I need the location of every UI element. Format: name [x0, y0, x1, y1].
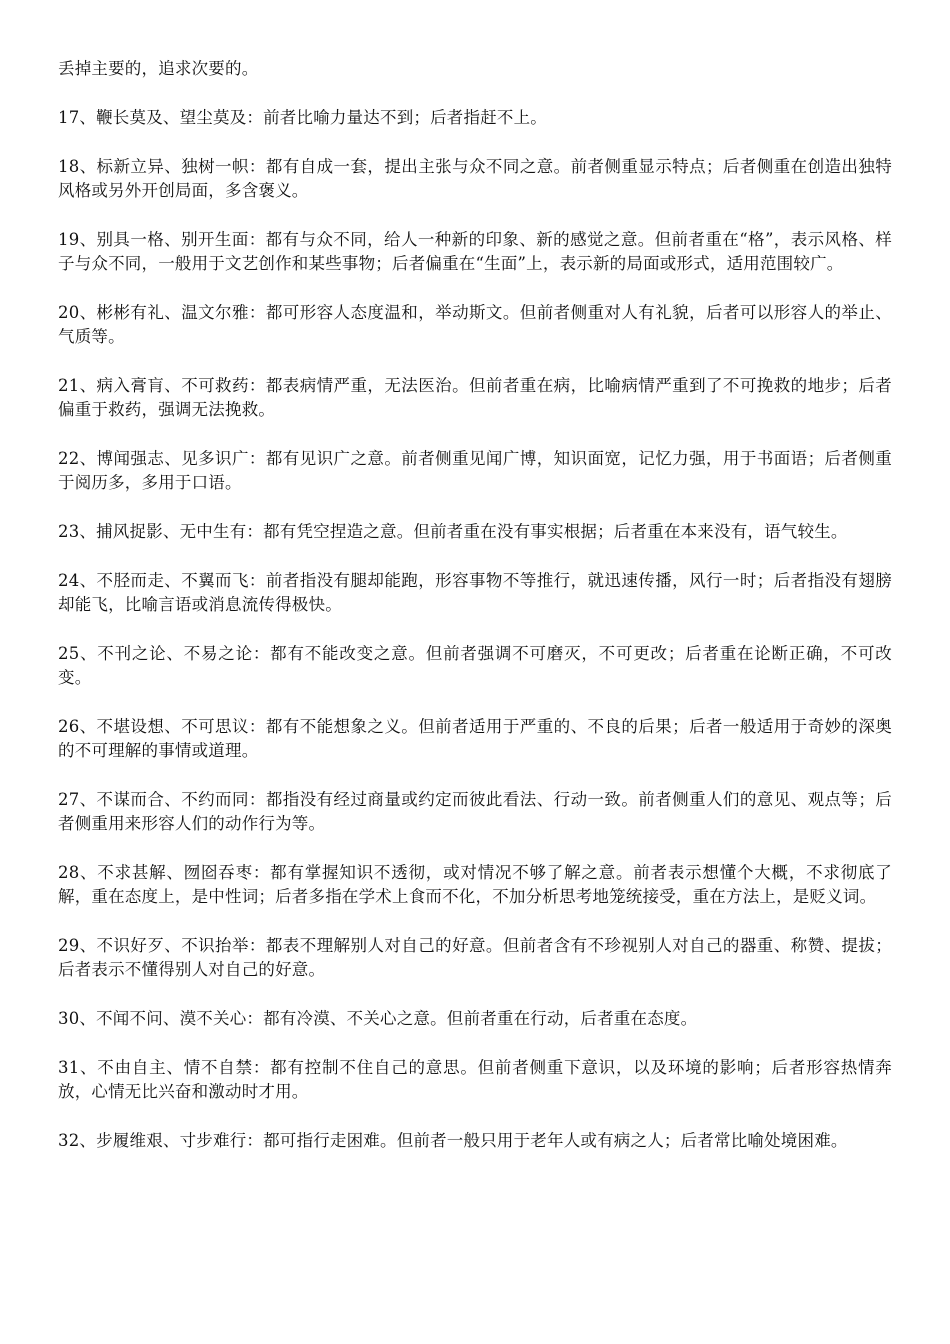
idiom-entry-23: 23、捕风捉影、无中生有：都有凭空捏造之意。但前者重在没有事实根据；后者重在本来没有，语气较生。 [58, 522, 848, 541]
idiom-entry-18: 18、标新立异、独树一帜：都有自成一套，提出主张与众不同之意。前者侧重显示特点；后者侧重在创造出独特风格或另外开创局面，多含褒义。 [58, 157, 892, 200]
idiom-entry-26: 26、不堪设想、不可思议：都有不能想象之义。但前者适用于严重的、不良的后果；后者一般适用于奇妙的深奥的不可理解的事情或道理。 [58, 717, 892, 760]
idiom-entry-24: 24、不胫而走、不翼而飞：前者指没有腿却能跑，形容事物不等推行，就迅速传播，风行一时；后者指没有翅膀却能飞，比喻言语或消息流传得极快。 [58, 571, 892, 614]
idiom-entry-21: 21、病入膏肓、不可救药：都表病情严重，无法医治。但前者重在病，比喻病情严重到了不可挽救的地步；后者偏重于救药，强调无法挽救。 [58, 376, 892, 419]
idiom-entry-27: 27、不谋而合、不约而同：都指没有经过商量或约定而彼此看法、行动一致。前者侧重人们的意见、观点等；后者侧重用来形容人们的动作行为等。 [58, 790, 892, 833]
idiom-entry-30: 30、不闻不问、漠不关心：都有冷漠、不关心之意。但前者重在行动，后者重在态度。 [58, 1009, 698, 1028]
idiom-entry-22: 22、博闻强志、见多识广：都有见识广之意。前者侧重见闻广博，知识面宽，记忆力强，用于书面语；后者侧重于阅历多，多用于口语。 [58, 449, 892, 492]
idiom-entry-29: 29、不识好歹、不识抬举：都表不理解别人对自己的好意。但前者含有不珍视别人对自己的器重、称赞、提拔；后者表示不懂得别人对自己的好意。 [58, 936, 892, 979]
idiom-entry-28: 28、不求甚解、囫囵吞枣：都有掌握知识不透彻，或对情况不够了解之意。前者表示想懂个大概，不求彻底了解，重在态度上，是中性词；后者多指在学术上食而不化，不加分析思考地笼统接受，重在方法上，是贬义词。 [58, 863, 892, 906]
idiom-entry-17: 17、鞭长莫及、望尘莫及：前者比喻力量达不到；后者指赶不上。 [58, 108, 547, 127]
idiom-entry-20: 20、彬彬有礼、温文尔雅：都可形容人态度温和，举动斯文。但前者侧重对人有礼貌，后者可以形容人的举止、气质等。 [58, 303, 892, 346]
idiom-entry-25: 25、不刊之论、不易之论：都有不能改变之意。但前者强调不可磨灭，不可更改；后者重在论断正确，不可改变。 [58, 644, 892, 687]
paragraph-continuation: 丢掉主要的，追求次要的。 [58, 59, 259, 78]
idiom-entry-32: 32、步履维艰、寸步难行：都可指行走困难。但前者一般只用于老年人或有病之人；后者常比喻处境困难。 [58, 1131, 848, 1150]
idiom-entry-31: 31、不由自主、情不自禁：都有控制不住自己的意思。但前者侧重下意识，以及环境的影响；后者形容热情奔放，心情无比兴奋和激动时才用。 [58, 1058, 892, 1101]
idiom-entry-19: 19、别具一格、别开生面：都有与众不同，给人一种新的印象、新的感觉之意。但前者重在“格”，表示风格、样子与众不同，一般用于文艺创作和某些事物；后者偏重在“生面”上，表示新的局面或形式，适用范围较广。 [58, 230, 892, 273]
